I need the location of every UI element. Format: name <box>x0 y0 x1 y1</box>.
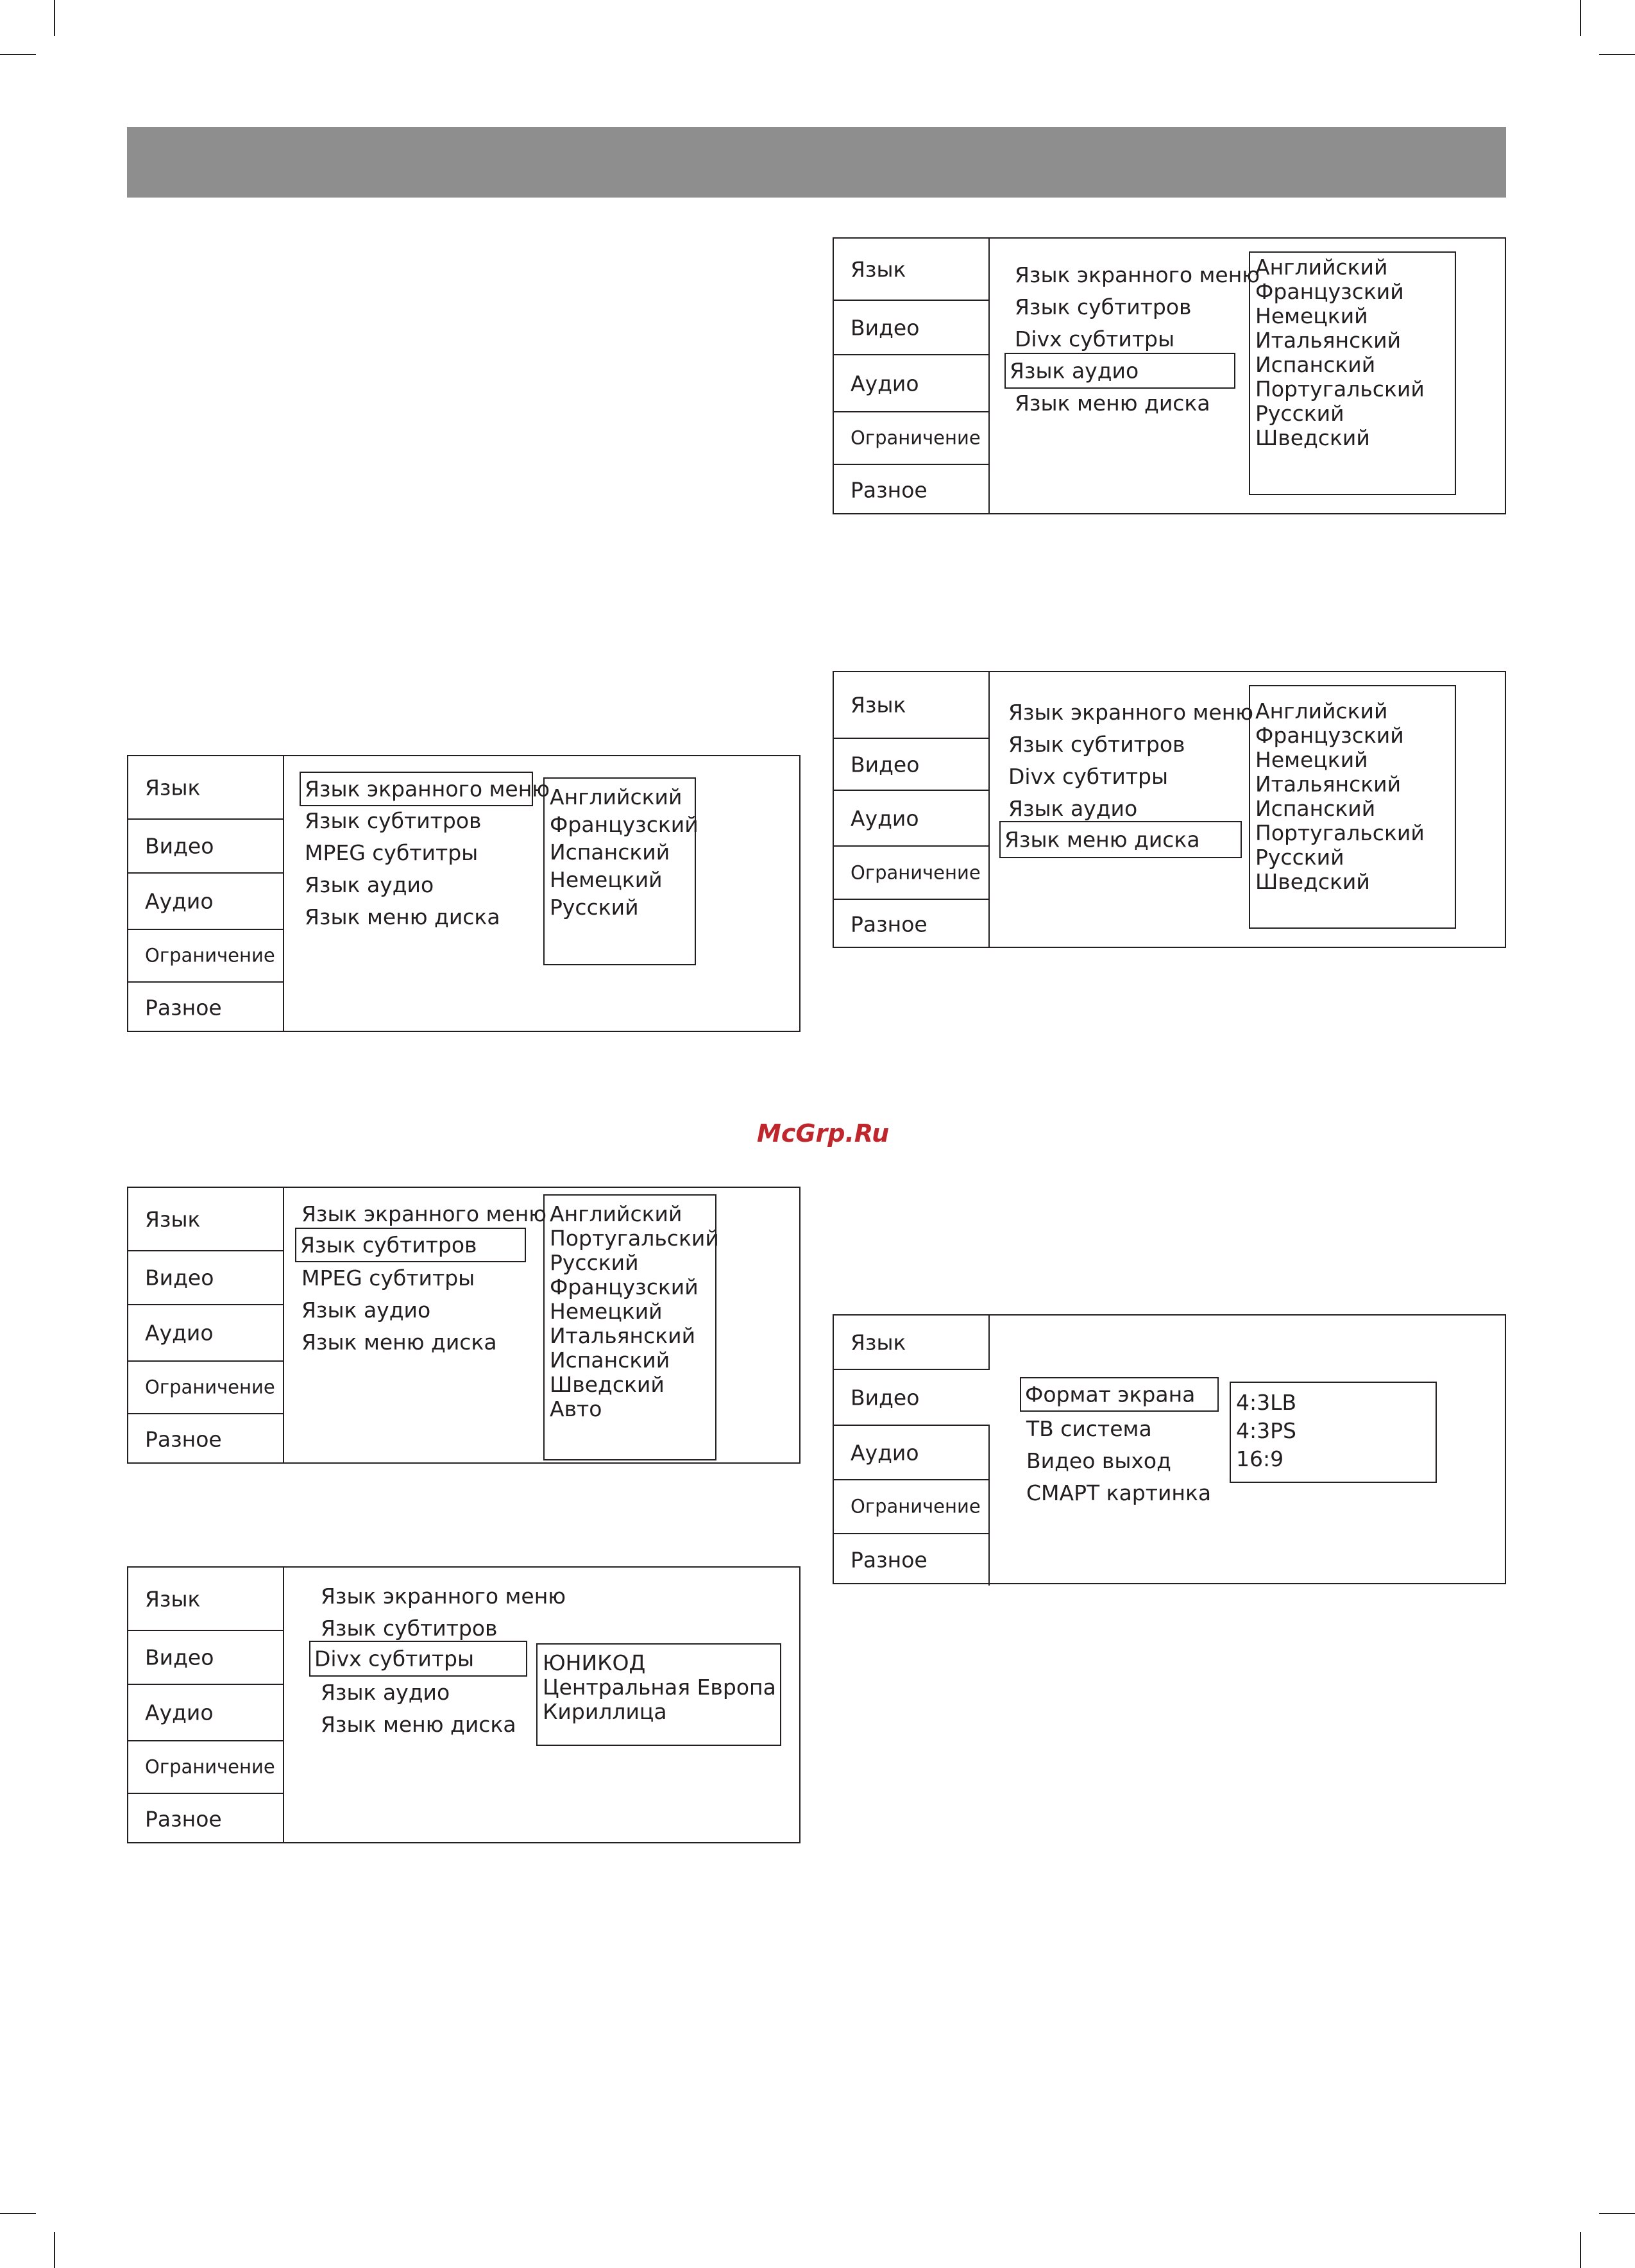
options-box <box>1230 1382 1437 1483</box>
tab-column <box>834 672 990 947</box>
option-item[interactable]: Испанский <box>1255 796 1376 821</box>
option-item[interactable]: Кириллица <box>543 1699 667 1724</box>
option-item[interactable]: Английский <box>550 784 682 809</box>
options-box <box>543 777 699 965</box>
tab-video[interactable]: Видео <box>128 818 284 874</box>
tab-restriction[interactable]: Ограничение <box>834 845 990 900</box>
option-item[interactable]: Английский <box>1255 698 1388 724</box>
options-box <box>1249 251 1456 495</box>
option-item[interactable]: 16:9 <box>1236 1446 1284 1471</box>
option-item[interactable]: Португальский <box>1255 820 1425 845</box>
option-item[interactable]: Испанский <box>1255 352 1376 377</box>
tab-column <box>128 1568 284 1842</box>
option-item[interactable]: Испанский <box>550 1348 670 1373</box>
item-mpeg-subtitles[interactable]: MPEG субтитры <box>305 840 479 865</box>
crop-mark <box>1580 2232 1581 2268</box>
crop-mark <box>0 2213 36 2214</box>
options-box <box>1249 685 1456 929</box>
option-item[interactable]: Итальянский <box>550 1323 696 1348</box>
menu-language-audio <box>833 237 1506 514</box>
item-disc-menu-language-selected[interactable]: Язык меню диска <box>999 821 1242 858</box>
tab-restriction[interactable]: Ограничение <box>128 929 284 983</box>
option-item[interactable]: Русский <box>550 1250 639 1275</box>
option-item[interactable]: Итальянский <box>1255 328 1402 353</box>
option-item[interactable]: Русский <box>550 895 639 920</box>
option-item[interactable]: Английский <box>550 1201 682 1226</box>
tab-misc[interactable]: Разное <box>834 1534 990 1586</box>
option-item[interactable]: ЮНИКОД <box>543 1650 646 1675</box>
tab-audio[interactable]: Аудио <box>145 888 214 914</box>
crop-mark <box>1580 0 1581 36</box>
option-item[interactable]: Шведский <box>1255 869 1370 894</box>
tab-language[interactable]: Язык <box>145 775 201 800</box>
option-item[interactable]: Английский <box>1255 255 1388 280</box>
item-audio-language[interactable]: Язык аудио <box>1008 796 1138 821</box>
tab-video[interactable]: Видео <box>834 300 990 355</box>
options-box <box>543 1194 719 1460</box>
menu-language-osd <box>127 755 801 1032</box>
option-item[interactable]: 4:3PS <box>1236 1418 1296 1443</box>
tab-audio[interactable]: Аудио <box>145 1700 214 1725</box>
tab-language[interactable]: Язык <box>834 1316 990 1370</box>
option-item[interactable]: Испанский <box>550 840 670 865</box>
item-divx-subtitles[interactable]: Divx субтитры <box>1008 764 1169 789</box>
option-item[interactable]: Итальянский <box>1255 772 1402 797</box>
option-item[interactable]: Русский <box>1255 401 1344 426</box>
tab-restriction[interactable]: Ограничение <box>834 411 990 465</box>
item-aspect-ratio-selected[interactable]: Формат экрана <box>1020 1377 1219 1412</box>
item-divx-subtitles[interactable]: Divx субтитры <box>1015 326 1175 351</box>
item-mpeg-subtitles[interactable]: MPEG субтитры <box>301 1265 475 1291</box>
option-item[interactable]: 4:3LB <box>1236 1390 1297 1415</box>
option-item[interactable]: Португальский <box>1255 377 1425 402</box>
tab-language[interactable]: Язык <box>145 1206 201 1231</box>
crop-mark <box>1599 54 1635 55</box>
item-osd-language[interactable]: Язык экранного меню <box>1015 262 1260 287</box>
item-audio-language[interactable]: Язык аудио <box>321 1680 450 1705</box>
item-audio-language[interactable]: Язык аудио <box>301 1298 431 1323</box>
option-item[interactable]: Французский <box>550 1274 699 1299</box>
option-item[interactable]: Немецкий <box>1255 747 1368 772</box>
tab-misc[interactable]: Разное <box>851 911 928 936</box>
tab-audio[interactable]: Аудио <box>834 1425 990 1479</box>
item-osd-language-selected[interactable]: Язык экранного меню <box>300 772 533 806</box>
item-disc-menu-language[interactable]: Язык меню диска <box>301 1330 497 1355</box>
item-subtitle-language[interactable]: Язык субтитров <box>1008 732 1185 757</box>
item-subtitle-language-selected[interactable]: Язык субтитров <box>295 1228 526 1262</box>
item-smart-picture[interactable]: СМАРТ картинка <box>1026 1480 1212 1505</box>
tab-video[interactable]: Видео <box>851 1385 920 1410</box>
option-item[interactable]: Французский <box>1255 279 1404 304</box>
item-osd-language[interactable]: Язык экранного меню <box>321 1584 566 1609</box>
tab-misc[interactable]: Разное <box>851 477 928 502</box>
option-item[interactable]: Авто <box>550 1396 602 1421</box>
tab-column <box>128 1188 284 1462</box>
item-osd-language[interactable]: Язык экранного меню <box>1008 700 1254 725</box>
tab-language[interactable]: Язык <box>145 1586 201 1611</box>
item-subtitle-language[interactable]: Язык субтитров <box>305 808 482 833</box>
menu-language-subtitles <box>127 1187 801 1464</box>
item-osd-language[interactable]: Язык экранного меню <box>301 1201 547 1226</box>
option-item[interactable]: Русский <box>1255 845 1344 870</box>
item-disc-menu-language[interactable]: Язык меню диска <box>305 904 500 929</box>
crop-mark <box>54 0 55 36</box>
item-disc-menu-language[interactable]: Язык меню диска <box>321 1712 516 1737</box>
option-item[interactable]: Французский <box>1255 723 1404 748</box>
option-item[interactable]: Шведский <box>550 1372 665 1397</box>
option-item[interactable]: Французский <box>550 812 699 837</box>
watermark: McGrp.Ru <box>757 1119 890 1147</box>
option-item[interactable]: Центральная Европа <box>543 1675 776 1700</box>
tab-restriction[interactable]: Ограничение <box>834 1479 990 1534</box>
option-item[interactable]: Немецкий <box>550 1299 663 1324</box>
option-item[interactable]: Шведский <box>1255 425 1370 450</box>
menu-language-disc-menu <box>833 671 1506 948</box>
tab-column <box>834 1316 990 1583</box>
item-audio-language[interactable]: Язык аудио <box>305 872 434 897</box>
crop-mark <box>54 2232 55 2268</box>
option-item[interactable]: Португальский <box>550 1226 719 1251</box>
tab-restriction[interactable]: Ограничение <box>128 1740 284 1794</box>
tab-video[interactable]: Видео <box>834 738 990 791</box>
menu-language-divx <box>127 1566 801 1843</box>
header-band <box>127 127 1506 198</box>
crop-mark <box>0 54 36 55</box>
tab-misc[interactable]: Разное <box>145 1426 222 1451</box>
tab-audio[interactable]: Аудио <box>145 1320 214 1346</box>
tab-language[interactable]: Язык <box>851 257 906 282</box>
item-disc-menu-language[interactable]: Язык меню диска <box>1015 391 1210 416</box>
crop-mark <box>1599 2213 1635 2214</box>
tab-audio[interactable]: Аудио <box>851 806 919 831</box>
options-box <box>536 1643 781 1746</box>
item-tv-system[interactable]: ТВ система <box>1026 1416 1152 1441</box>
item-subtitle-language[interactable]: Язык субтитров <box>321 1616 498 1641</box>
tab-audio[interactable]: Аудио <box>851 371 919 396</box>
item-audio-language-selected[interactable]: Язык аудио <box>1004 353 1235 389</box>
item-divx-subtitles-selected[interactable]: Divx субтитры <box>309 1641 527 1677</box>
tab-video[interactable]: Видео <box>128 1630 284 1685</box>
tab-language[interactable]: Язык <box>851 692 906 718</box>
item-video-output[interactable]: Видео выход <box>1026 1448 1171 1473</box>
item-subtitle-language[interactable]: Язык субтитров <box>1015 294 1192 319</box>
tab-column <box>834 239 990 513</box>
tab-restriction[interactable]: Ограничение <box>128 1360 284 1414</box>
option-item[interactable]: Немецкий <box>550 867 663 892</box>
menu-video-aspect <box>833 1314 1506 1584</box>
tab-misc[interactable]: Разное <box>145 1806 222 1831</box>
option-item[interactable]: Немецкий <box>1255 303 1368 328</box>
tab-video[interactable]: Видео <box>128 1250 284 1305</box>
tab-misc[interactable]: Разное <box>145 995 222 1020</box>
tab-column <box>128 756 284 1031</box>
